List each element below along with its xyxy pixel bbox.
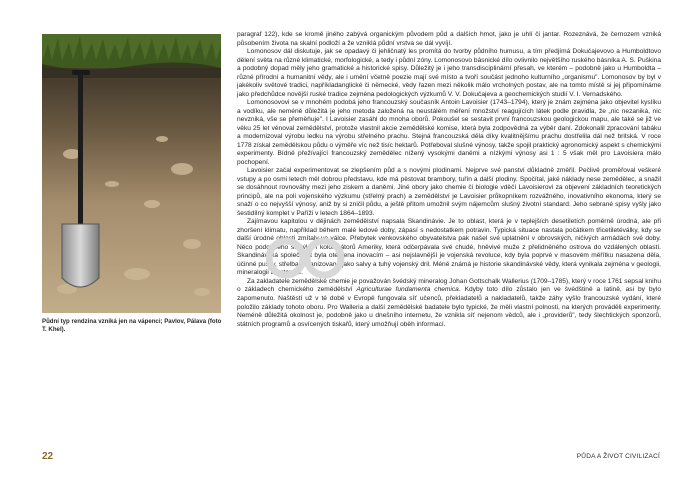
running-title: PŮDA A ŽIVOT CIVILIZACÍ <box>576 453 660 460</box>
paragraph: Zajímavou kapitolou v dějinách zemědělství napsala Skandinávie. Je to oblast, která je v teplejších desetiletích poměrně úrodná, ale při zhoršení klimatu, například během malé ledové doby, zápasí s nedostatkem potravin. Typická situace nastala počátkem třicetiletéválky, kdy se další úrodné oblasti zmítaly ve válce. Přebytek venkovského obyvatelstva pak našel své uplatnění v obrovských, ničivých armádách své doby. Něco podobného se týká i kolonizátorů Ameriky, která odčerpávala své chudé, hněvivé muže z přelidněného ostrova do vzdálených oblastí. Skandinávská společnost byla otevřena inovacím – asi nejslavnější je vojenská revoluce, kdy byla poprvé v masovém měřítku nasazena děla, účinné pušky, střelba organizovaná jako salvy a tuhý vojenský dril. Méně známá je historie skandinávské vědy, která vynikala zejména v geologii, mineralogii a botanice. <box>237 218 661 277</box>
paragraph: Za zakladatele zemědělské chemie je považován švédský mineralog Johan Gottschalk Wallerius (1709–1785), který v roce 1761 sepsal knihu o základech chemického zemědělství Agriculturae fundamenta chemica. Kdyby toto dílo zůstalo jen ve švédštině a latině, asi by bylo zapomenuto. Naštěstí už v té době v Evropě fungovala síť učenců, překladatelů a nakladatelů, takže záhy vyšlo francouzské vydání, které položilo základy tohoto oboru. Pro Walleria a další zemědělské badatele bylo typické, že měli vlastní polnosti, na kterých prováděli experimenty. Neméně důležitá okolnost je, podobně jako u dnešního internetu, že vznikla síť nejenom vědců, ale i „providerů", tedy šlechtických sponzorů, státních programů a osvícených tiskařů, který umožňují oběh informací. <box>237 277 661 328</box>
book-title: Agriculturae fundamenta chemica <box>356 286 459 294</box>
paragraph: Lomonosovovi se v mnohém podobá jeho francouzský současník Antoin Lavoisier (1743–1794), který je znám zejména jako objevitel kyslíku a vodíku, ale neméně důležitá je jeho metoda založená na neustálém měření množství reagujících látek podle pravidla, že „nic nezaniká, nic nevzniká, vše se přeměňuje". I Lavoisier zasáhl do mnoha oborů. Pokoušel se sestavit první francouzskou geologickou mapu, ale také se již ve věku 25 let věnoval zemědělství, protože vlastnil akcie zemědělské komise, která byla zodpovědná za výběr daní. Zdokonalil zpracování tabáku a modernizoval výrobu ledku na výrobu střelného prachu. Stejná francouzská děla díky kvalitnějšímu prachu dostřelila dál než britská. V roce 1778 získal zemědělskou půdu o výměře víc než tisíc hektarů. Potřeboval slušné výnosy, takže spojil praktický agronomický aspekt s chemickými experimenty. Bídně přežívající francouzský zemědělec nížený vysokými daněmi a nízkými výnosy asi 1 : 5 však měl pro Lavoisiera málo pochopení. <box>237 99 661 166</box>
paragraph: paragraf 122), kde se kromě jiného zabývá organickým původem půd a dalších hmot, jako je uhlí či jantar. Rozeznává, že černozem vzniká působením života na skalní podloží a že vzniklá půdní vrstva se dál vyvíjí. <box>237 31 661 47</box>
body-text <box>237 31 661 439</box>
paragraph: Lomonosov dál diskutuje, jak se opadavý či jehličnatý les promítá do tvorby půdního humusu, a tím předjímá Dokučajevovo a Humboldtovo dělení světa na různé klimatické, morfologické, a tedy i půdní zóny. Lomonosovo básnické dílo ovlivnilo největšího ruského básníka A. S. Puškina a podobný dopad měly jeho gramatické a historické spisy. Důležitý je i jeho transdisciplinární přesah, ve kterém – podobně jako u Humboldta – různé přírodní a humanitní vědy, ale i umění včetně poezie mají své místo a tvoří součást jednoho kulturního „organismu". Lomonosov by byl v jakékoliv světové tradici, napříkladanglické či německé, vědy řazen mezi několik málo vrcholných postav, ale na tomto místě si jej připomínáme jako předchůdce novější ruské tradice zejména pedologických výzkumů V. V. Dokučajeva a geochemických studií V. I. Vernadského. <box>237 48 661 98</box>
paragraph: Lavoisier začal experimentovat se zlepšením půd a s novými plodinami. Nejprve své panství důkladně změřil. Pečlivě proměřoval veškeré vstupy a po osmi letech měl dobrou představu, kde má pěstovat brambory, tuřín a další plodiny. Spočítal, jaké náklady nese zemědělec, a snažil se dosáhnout rovnováhy mezi jeho ziskem a daněmi. Jiné obory jako chemie či biologie vděčí Lavoisierovi za objevení základních teoretických principů, ale na poli vojenského výzkumu (střelný prach) a zemědělství je Lavoisier průkopníkem rozvážného, inovativního ekonoma, který se snaží o co nejvyšší výnosy, aniž by si zničil půdu, a ještě přitom umožnil svým nájemcům slušný životní standard. Jeho sebrané spisy vyšly jako šestidílný komplet v Paříži v letech 1864–1893. <box>237 167 661 217</box>
soil-profile-photo <box>42 34 221 313</box>
page-number: 22 <box>42 451 54 462</box>
photo-caption: Půdní typ rendzina vzniká jen na vápenci; Pavlov, Pálava (foto T. Khel). <box>42 318 222 333</box>
